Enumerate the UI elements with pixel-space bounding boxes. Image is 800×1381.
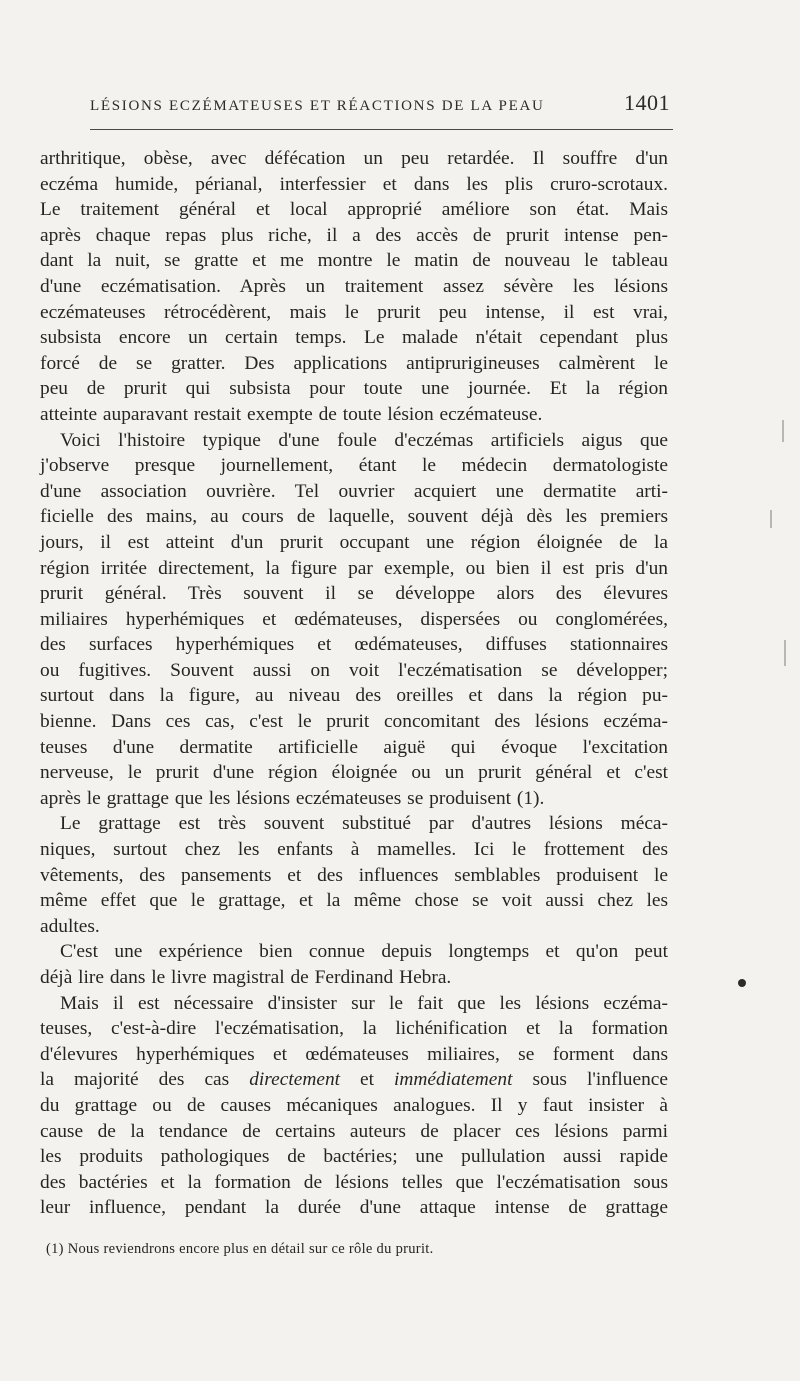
text-line: eczéma humide, périanal, interfessier et dans les plis cruro-scrotaux. (40, 173, 668, 195)
text-line: j'observe presque journellement, étant le médecin dermatologiste (40, 455, 668, 477)
text-line: ficielle des mains, au cours de laquelle, souvent déjà dès les premiers (40, 506, 668, 528)
text-line: Mais il est nécessaire d'insister sur le fait que les lésions eczéma- (60, 992, 668, 1014)
text-line: des bactéries et la formation de lésions telles que l'eczématisation sous (40, 1171, 668, 1193)
text-line: région irritée directement, la figure par exemple, ou bien il est pris d'un (40, 557, 668, 579)
text-line: prurit général. Très souvent il se développe alors des élevures (40, 583, 668, 605)
margin-mark (784, 640, 786, 666)
text-line: C'est une expérience bien connue depuis longtemps et qu'on peut (60, 941, 668, 963)
footnote: (1) Nous reviendrons encore plus en détail sur ce rôle du prurit. (46, 1241, 434, 1257)
text-line: niques, surtout chez les enfants à mamelles. Ici le frottement des (40, 839, 668, 861)
text-line: eczémateuses rétrocédèrent, mais le prurit peu intense, il est vrai, (40, 301, 668, 323)
text-line: d'élevures hyperhémiques et œdémateuses miliaires, se forment dans (40, 1043, 668, 1065)
text-line: subsista encore un certain temps. Le malade n'était cependant plus (40, 327, 668, 349)
text-line: arthritique, obèse, avec défécation un peu retardée. Il souffre d'un (40, 148, 668, 169)
text-run: sous l'influence (512, 1069, 668, 1091)
header-rule (90, 129, 673, 130)
running-header (90, 90, 670, 120)
text-line: surtout dans la figure, au niveau des oreilles et dans la région pu- (40, 685, 668, 707)
text-line: Le traitement général et local approprié améliore son état. Mais (40, 199, 668, 221)
text-line: après le grattage que les lésions eczémateuses se produisent (1). (40, 787, 545, 809)
text-line: leur influence, pendant la durée d'une attaque intense de grattage (40, 1197, 668, 1219)
emphasis-immediatement: immédiatement (394, 1069, 513, 1091)
text-line: forcé de se gratter. Des applications antiprurigineuses calmèrent le (40, 352, 668, 374)
text-line: après chaque repas plus riche, il a des accès de prurit intense pen- (40, 224, 668, 246)
text-line: d'une association ouvrière. Tel ouvrier acquiert une dermatite arti- (40, 480, 668, 502)
text-line: du grattage ou de causes mécaniques analogues. Il y faut insister à (40, 1094, 668, 1116)
text-run: et (340, 1069, 395, 1091)
text-line: jours, il est atteint d'un prurit occupant une région éloignée de la (40, 531, 668, 553)
running-title: LÉSIONS ECZÉMATEUSES ET RÉACTIONS DE LA PEAU (90, 98, 545, 114)
text-line: nerveuse, le prurit d'une région éloignée ou un prurit général et c'est (40, 762, 668, 784)
margin-mark (782, 420, 784, 442)
text-line: dant la nuit, se gratte et me montre le matin de nouveau le tableau (40, 250, 668, 272)
text-line: Voici l'histoire typique d'une foule d'eczémas artificiels aigus que (60, 429, 668, 451)
text-line: atteinte auparavant restait exempte de toute lésion eczémateuse. (40, 403, 543, 425)
emphasis-directement: directement (249, 1069, 341, 1091)
text-line: Le grattage est très souvent substitué par d'autres lésions méca- (60, 813, 668, 835)
text-line: bienne. Dans ces cas, c'est le prurit concomitant des lésions eczéma- (40, 711, 668, 733)
page-number: 1401 (624, 90, 670, 115)
text-line: teuses, c'est-à-dire l'eczématisation, la lichénification et la formation (40, 1018, 668, 1040)
ink-dot (738, 979, 746, 987)
text-line: même effet que le grattage, et la même chose se voit aussi chez les (40, 890, 668, 912)
text-line: cause de la tendance de certains auteurs de placer ces lésions parmi (40, 1120, 668, 1142)
text-line: d'une eczématisation. Après un traitement assez sévère les lésions (40, 275, 668, 297)
text-line: vêtements, des pansements et des influences semblables produisent le (40, 864, 668, 886)
text-line-with-emphasis (40, 1067, 668, 1093)
body-text (40, 146, 668, 1221)
text-line: ou fugitives. Souvent aussi on voit l'eczématisation se développer; (40, 659, 668, 681)
text-line: adultes. (40, 915, 100, 937)
text-line: déjà lire dans le livre magistral de Ferdinand Hebra. (40, 967, 452, 988)
text-line: des surfaces hyperhémiques et œdémateuses, diffuses stationnaires (40, 634, 668, 656)
text-line: teuses d'une dermatite artificielle aiguë qui évoque l'excitation (40, 736, 668, 758)
text-line: peu de prurit qui subsista pour toute une journée. Et la région (40, 378, 668, 400)
text-line: les produits pathologiques de bactéries; une pullulation aussi rapide (40, 1146, 668, 1168)
text-run: la majorité des cas (40, 1069, 250, 1091)
text-line: miliaires hyperhémiques et œdémateuses, dispersées ou conglomérées, (40, 608, 668, 630)
margin-mark (770, 510, 772, 528)
